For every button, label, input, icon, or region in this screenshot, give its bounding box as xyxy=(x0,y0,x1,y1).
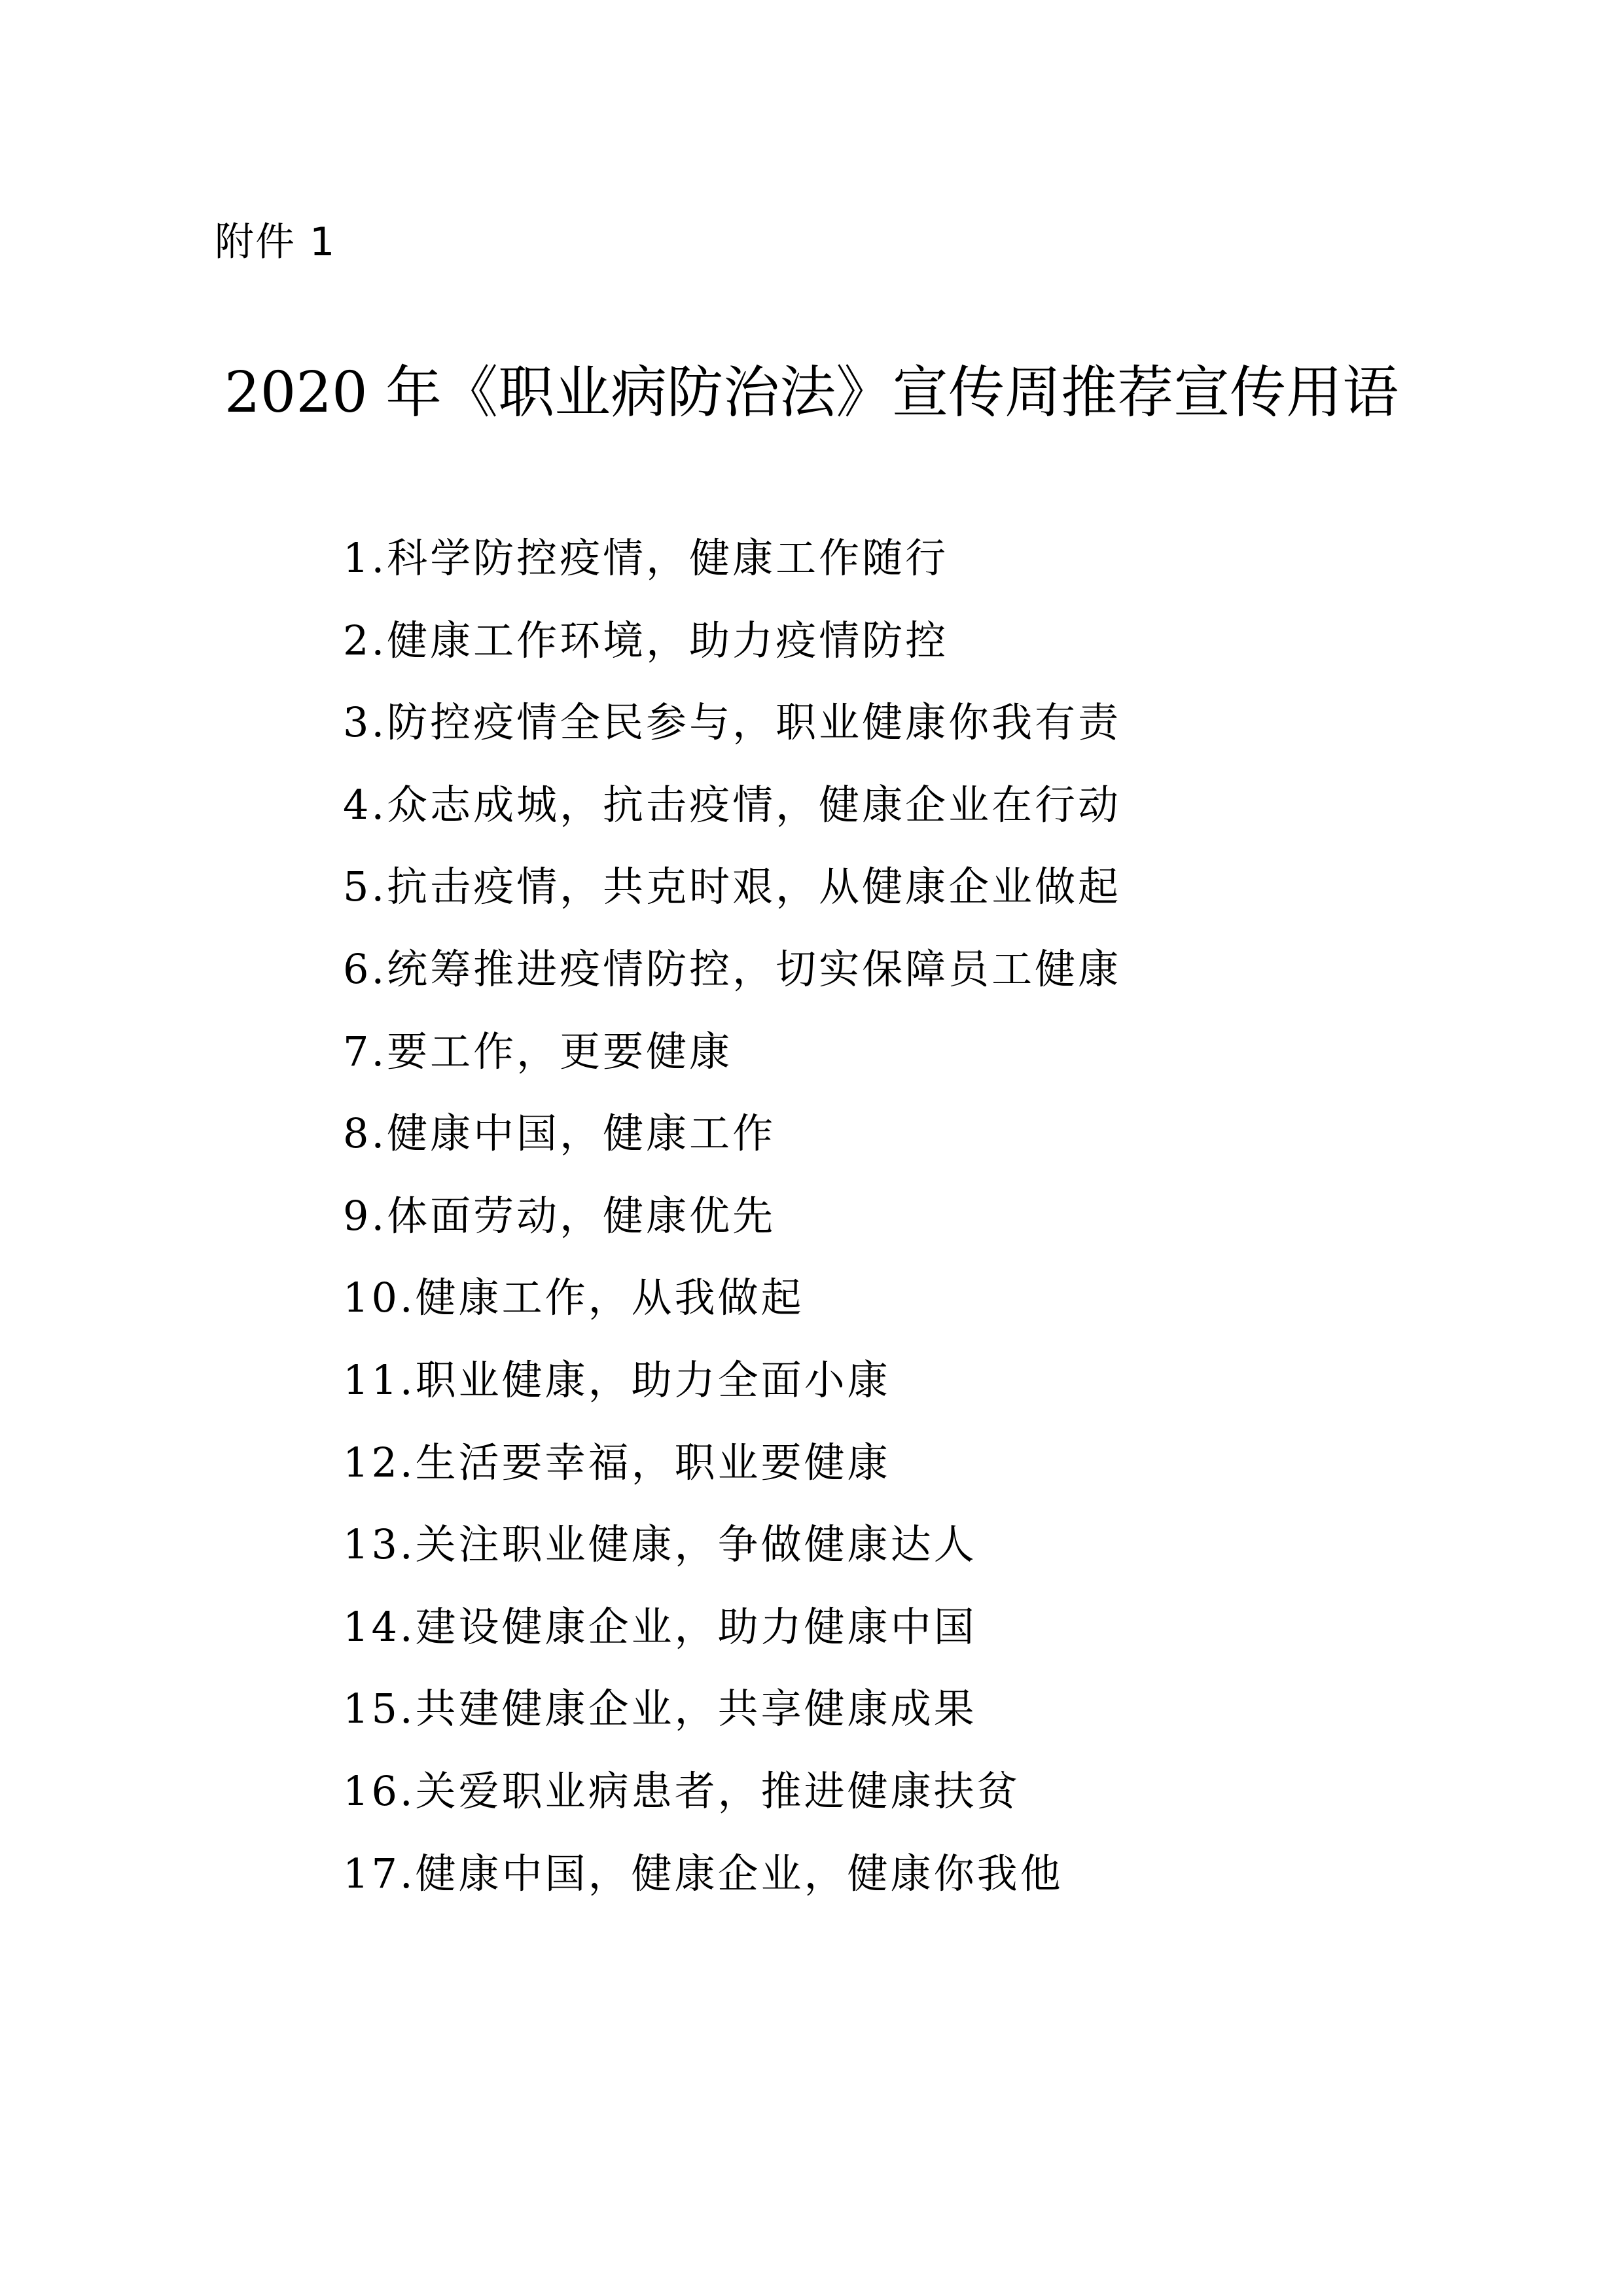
slogan-item: 14.建设健康企业，助力健康中国 xyxy=(343,1602,977,1651)
slogan-item: 16.关爱职业病患者，推进健康扶贫 xyxy=(343,1767,1020,1815)
document-title: 2020 年《职业病防治法》宣传周推荐宣传用语 xyxy=(224,360,1399,425)
slogan-item: 11.职业健康，助力全面小康 xyxy=(343,1355,891,1404)
slogan-item: 7.要工作，更要健康 xyxy=(343,1027,733,1075)
slogan-item: 3.防控疫情全民参与，职业健康你我有责 xyxy=(343,698,1122,747)
slogan-item: 4.众志成城，抗击疫情，健康企业在行动 xyxy=(343,780,1122,829)
attachment-label: 附件 1 xyxy=(215,219,336,265)
slogan-item: 10.健康工作，从我做起 xyxy=(343,1274,804,1322)
slogan-list xyxy=(343,517,1455,1914)
slogan-item: 2.健康工作环境，助力疫情防控 xyxy=(343,616,949,664)
slogan-item: 13.关注职业健康，争做健康达人 xyxy=(343,1520,977,1569)
slogan-item: 9.体面劳动，健康优先 xyxy=(343,1191,776,1240)
slogan-item: 6.统筹推进疫情防控，切实保障员工健康 xyxy=(343,944,1122,993)
slogan-item: 12.生活要幸福，职业要健康 xyxy=(343,1438,891,1486)
slogan-item: 1.科学防控疫情，健康工作随行 xyxy=(343,534,949,582)
slogan-item: 5.抗击疫情，共克时艰，从健康企业做起 xyxy=(343,863,1122,911)
slogan-item: 15.共建健康企业，共享健康成果 xyxy=(343,1685,977,1733)
slogan-item: 17.健康中国，健康企业，健康你我他 xyxy=(343,1849,1063,1897)
slogan-item: 8.健康中国，健康工作 xyxy=(343,1109,776,1158)
